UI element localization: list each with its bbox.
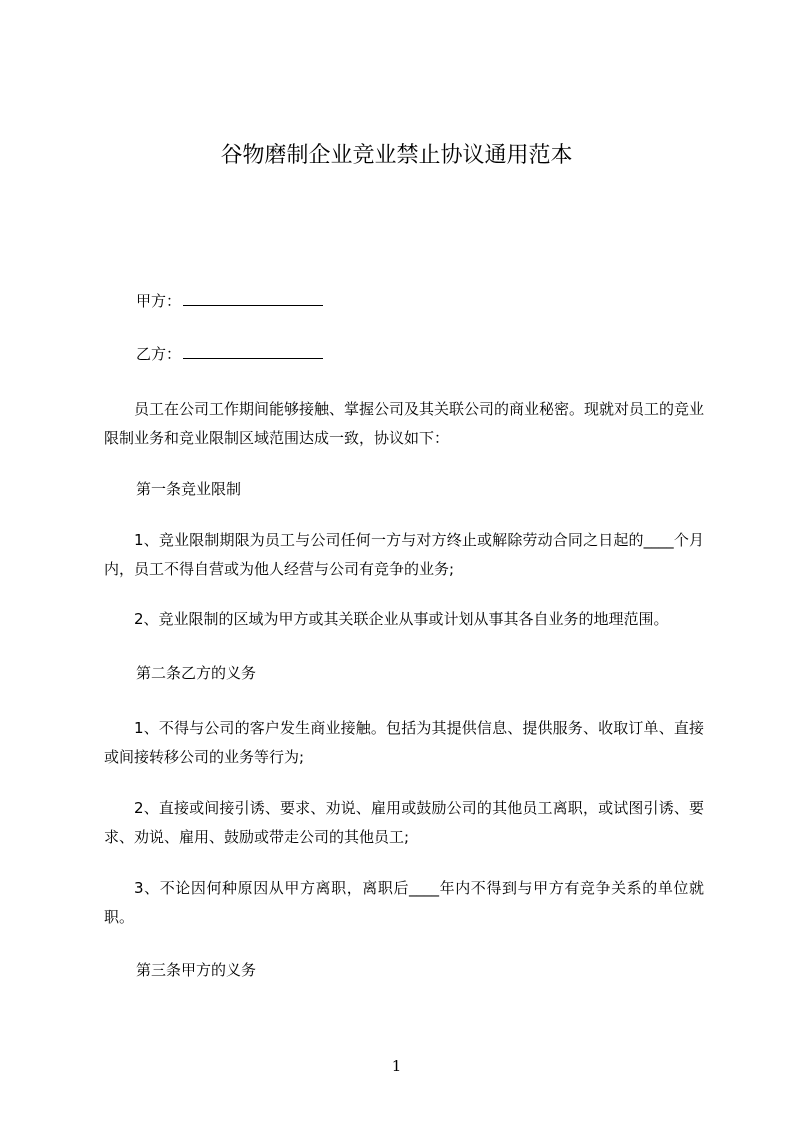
party-a-line [136, 291, 323, 311]
article2-heading: 第二条乙方的义务 [136, 664, 257, 682]
article2-item3: 3、不论因何种原因从甲方离职，离职后____年内不得到与甲方有竞争关系的单位就职。 [104, 879, 704, 926]
article2-item2: 2、直接或间接引诱、要求、劝说、雇用或鼓励公司的其他员工离职，或试图引诱、要求、劝说、雇用、鼓励或带走公司的其他员工; [104, 799, 704, 846]
document-title: 谷物磨制企业竞业禁止协议通用范本 [220, 143, 573, 168]
party-b-blank[interactable] [183, 346, 323, 359]
article2-item1: 1、不得与公司的客户发生商业接触。包括为其提供信息、提供服务、收取订单、直接或间接转移公司的业务等行为; [104, 719, 704, 766]
article3-heading: 第三条甲方的义务 [136, 961, 257, 979]
party-b-line [136, 344, 323, 364]
article1-item2: 2、竞业限制的区域为甲方或其关联企业从事或计划从事其各自业务的地理范围。 [134, 610, 669, 628]
party-a-label: 甲方： [136, 292, 182, 310]
party-a-blank[interactable] [183, 293, 323, 306]
article1-item1: 1、竞业限制期限为员工与公司任何一方与对方终止或解除劳动合同之日起的____个月内，员工不得自营或为他人经营与公司有竞争的业务; [104, 531, 704, 578]
party-b-label: 乙方： [136, 345, 182, 363]
page-number: 1 [391, 1057, 402, 1075]
article1-heading: 第一条竞业限制 [136, 480, 242, 498]
intro-paragraph: 员工在公司工作期间能够接触、掌握公司及其关联公司的商业秘密。现就对员工的竞业限制业务和竞业限制区域范围达成一致，协议如下： [104, 400, 705, 447]
